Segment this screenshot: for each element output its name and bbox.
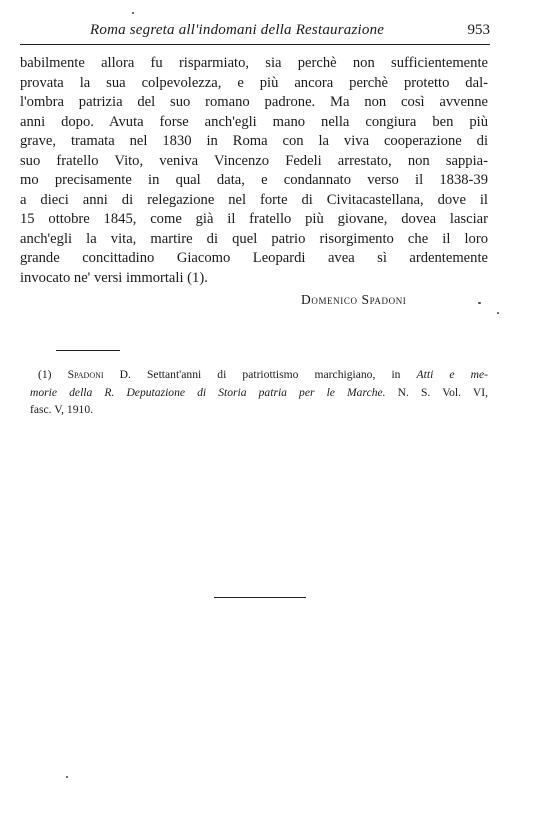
- footnote-text: N. S. Vol. VI,: [397, 385, 488, 399]
- footnote-line: fasc. V, 1910.: [30, 403, 94, 416]
- text-line: grande concittadino Giacomo Leopardi avea sì ardentemente: [20, 250, 488, 266]
- text-line: anni dopo. Avuta forse anch'egli mano nella congiura ben più: [20, 113, 488, 130]
- author-signature: Domenico Spadoni: [301, 292, 407, 307]
- header-rule: [20, 44, 490, 45]
- text-line: 15 ottobre 1845, come già il fratello più giovane, dovea lasciar: [20, 211, 488, 227]
- text-line: suo fratello Vito, veniva Vincenzo Fedeli arrestato, non sappia-: [20, 152, 488, 169]
- footnote-rule: [56, 350, 120, 351]
- text-line: grave, tramata nel 1830 in Roma con la viva cooperazione di: [20, 133, 488, 149]
- print-speck: [66, 776, 68, 778]
- print-speck: [478, 302, 481, 304]
- text-line: invocato ne' versi immortali (1).: [20, 269, 208, 286]
- text-line: a dieci anni di relegazione nel forte di Civitacastellana, dove il: [20, 191, 488, 208]
- footnote-line: [30, 366, 488, 384]
- text-line: l'ombra patrizia del suo romano padrone. Ma non così avvenne: [20, 94, 488, 110]
- footnote-author: Spadoni D.: [67, 368, 131, 381]
- footnote-line: [30, 384, 488, 402]
- footnote-italic: morie della R. Deputazione di Storia patria per le Marche.: [30, 385, 386, 399]
- text-line: babilmente allora fu risparmiato, sia perchè non sufficientemente: [20, 55, 488, 71]
- body-text: [20, 54, 488, 288]
- footnote-text: Settant'anni di patriottismo marchigiano, in: [146, 368, 401, 381]
- text-line: anch'egli la vita, martire di quel patrio risorgimento che il loro: [20, 230, 488, 247]
- footnote-italic: Atti e me-: [416, 368, 488, 381]
- footnote-marker: (1): [38, 368, 52, 381]
- footnote: [30, 366, 488, 419]
- page-number: 953: [467, 22, 490, 38]
- end-rule: [214, 597, 306, 598]
- running-title: Roma segreta all'indomani della Restaurazione: [90, 22, 385, 38]
- running-head: [20, 20, 490, 42]
- text-line: provata la sua colpevolezza, e più ancora perchè protetto dal-: [20, 74, 488, 91]
- text-line: mo precisamente in qual data, e condannato verso il 1838-39: [20, 172, 488, 188]
- print-speck: [497, 312, 499, 314]
- print-speck: [132, 12, 134, 14]
